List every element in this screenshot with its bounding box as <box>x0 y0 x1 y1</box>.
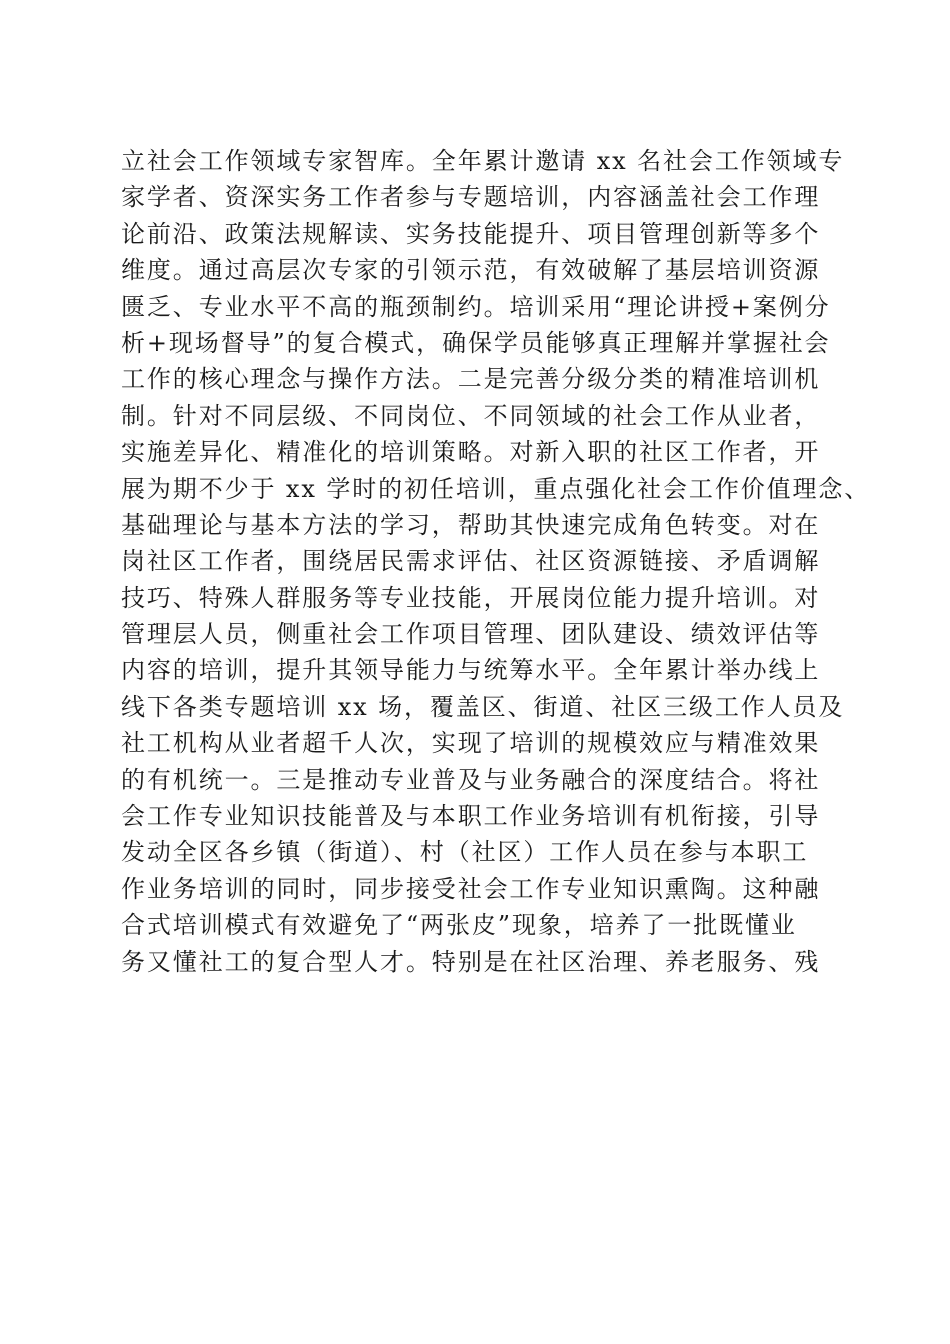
text-line: 家学者、资深实务工作者参与专题培训，内容涵盖社会工作理 <box>121 183 821 212</box>
text-line: 合式培训模式有效避免了“两张皮”现象，培养了一批既懂业 <box>121 911 797 940</box>
text-line: 发动全区各乡镇（街道）、村（社区）工作人员在参与本职工 <box>121 838 809 867</box>
text-line: 工作的核心理念与操作方法。二是完善分级分类的精准培训机 <box>121 365 821 394</box>
text-line: 维度。通过高层次专家的引领示范，有效破解了基层培训资源 <box>121 256 821 285</box>
text-line: 内容的培训，提升其领导能力与统筹水平。全年累计举办线上 <box>121 656 821 685</box>
text-line: 管理层人员，侧重社会工作项目管理、团队建设、绩效评估等 <box>121 620 821 649</box>
text-line: 务又懂社工的复合型人才。特别是在社区治理、养老服务、残 <box>121 947 821 976</box>
text-line: 基础理论与基本方法的学习，帮助其快速完成角色转变。对在 <box>121 510 821 539</box>
text-line: 社工机构从业者超千人次，实现了培训的规模效应与精准效果 <box>121 729 821 758</box>
text-line: 实施差异化、精准化的培训策略。对新入职的社区工作者，开 <box>121 438 821 467</box>
text-line: 展为期不少于 xx 学时的初任培训，重点强化社会工作价值理念、 <box>121 474 871 503</box>
text-line: 析+现场督导”的复合模式，确保学员能够真正理解并掌握社会 <box>121 328 831 357</box>
text-line: 岗社区工作者，围绕居民需求评估、社区资源链接、矛盾调解 <box>121 547 821 576</box>
body-paragraph <box>121 143 871 980</box>
text-line: 匮乏、专业水平不高的瓶颈制约。培训采用“理论讲授+案例分 <box>121 292 831 321</box>
text-line: 立社会工作领域专家智库。全年累计邀请 xx 名社会工作领域专 <box>121 147 845 175</box>
text-line: 制。针对不同层级、不同岗位、不同领域的社会工作从业者， <box>121 401 821 430</box>
text-line: 技巧、特殊人群服务等专业技能，开展岗位能力提升培训。对 <box>121 583 821 612</box>
text-line: 线下各类专题培训 xx 场，覆盖区、街道、社区三级工作人员及 <box>121 692 845 721</box>
text-line: 论前沿、政策法规解读、实务技能提升、项目管理创新等多个 <box>121 219 821 248</box>
text-line: 会工作专业知识技能普及与本职工作业务培训有机衔接，引导 <box>121 802 821 831</box>
text-line: 作业务培训的同时，同步接受社会工作专业知识熏陶。这种融 <box>121 874 821 903</box>
text-line: 的有机统一。三是推动专业普及与业务融合的深度结合。将社 <box>121 765 821 794</box>
